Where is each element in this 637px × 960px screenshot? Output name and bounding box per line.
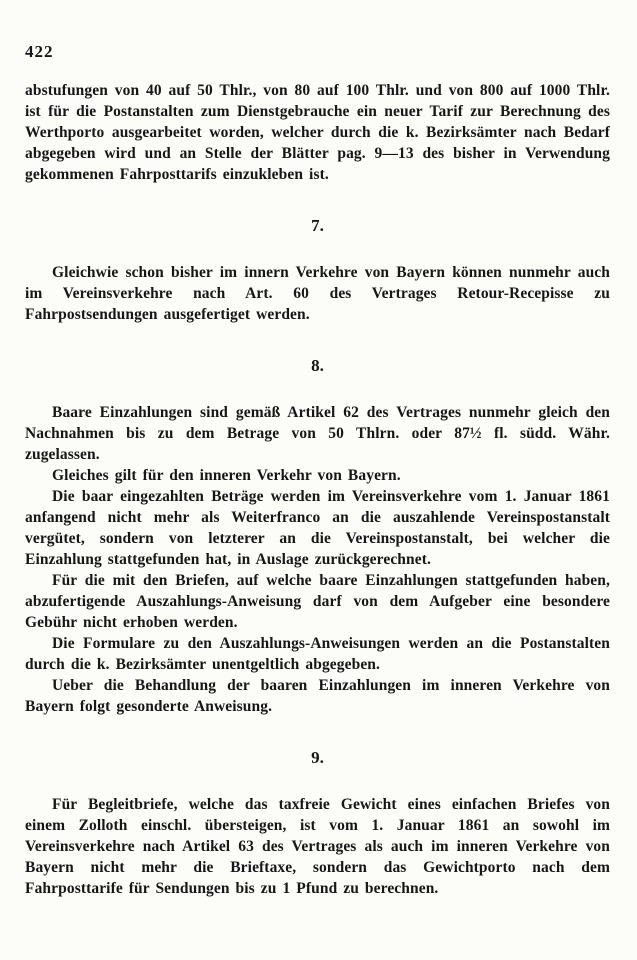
section-paragraph: Gleichwie schon bisher im innern Verkehre von Bayern können nunmehr auch im Vereinsverkehre nach Art. 60 des Vertrages Retour-Recepisse zu Fahrpostsendungen ausgefertiget werden. [25, 264, 610, 323]
intro-paragraph: abstufungen von 40 auf 50 Thlr., von 80 auf 100 Thlr. und von 800 auf 1000 Thlr. ist für die Postanstalten zum Dienstgebrauche ein neuer Tarif zur Berechnung des Werthporto ausgearbeitet worden, welcher durch die k. Bezirksämter nach Bedarf abgegeben wird und an Stelle der Blätter pag. 9—13 des bisher in Verwendung gekommenen Fahrposttarifs einzukleben ist. [25, 82, 610, 183]
section [25, 748, 610, 899]
section-paragraph: Gleiches gilt für den inneren Verkehr von Bayern. [52, 467, 401, 484]
section-paragraph: Für Begleitbriefe, welche das taxfreie Gewicht eines einfachen Briefes von einem Zolloth einschl. übersteigen, ist vom 1. Januar 1861 an sowohl im Vereinsverkehre nach Artikel 63 des Vertrages als auch im inneren Verkehre von Bayern nicht mehr die Brieftaxe, sondern das Gewichtporto nach dem Fahrposttarife für Sendungen bis zu 1 Pfund zu berechnen. [25, 796, 610, 897]
section-paragraph: Die Formulare zu den Auszahlungs-Anweisungen werden an die Postanstalten durch die k. Bezirksämter unentgeltlich abgegeben. [25, 635, 610, 673]
section-heading: 7. [311, 216, 324, 235]
section-paragraph: Für die mit den Briefen, auf welche baare Einzahlungen stattgefunden haben, abzufertigende Auszahlungs-Anweisung darf von dem Aufgeber eine besondere Gebühr nicht erhoben werden. [25, 572, 610, 631]
sections-container [25, 216, 610, 899]
page-number: 422 [25, 42, 54, 61]
section-heading: 9. [311, 748, 324, 767]
section [25, 216, 610, 325]
section-paragraph: Baare Einzahlungen sind gemäß Artikel 62 des Vertrages nunmehr gleich den Nachnahmen bis zu dem Betrage von 50 Thlrn. oder 87½ fl. südd. Währ. zugelassen. [25, 404, 610, 463]
section-paragraph: Die baar eingezahlten Beträge werden im Vereinsverkehre vom 1. Januar 1861 anfangend nicht mehr als Weiterfranco an die auszahlende Vereinspostanstalt vergütet, sondern von letzterer an die Vereinspostanstalt, bei welcher die Einzahlung stattgefunden hat, in Auslage zurückgerechnet. [25, 488, 610, 568]
section-paragraph: Ueber die Behandlung der baaren Einzahlungen im inneren Verkehre von Bayern folgt gesonderte Anweisung. [25, 677, 610, 715]
section-heading: 8. [311, 356, 324, 375]
section [25, 356, 610, 717]
